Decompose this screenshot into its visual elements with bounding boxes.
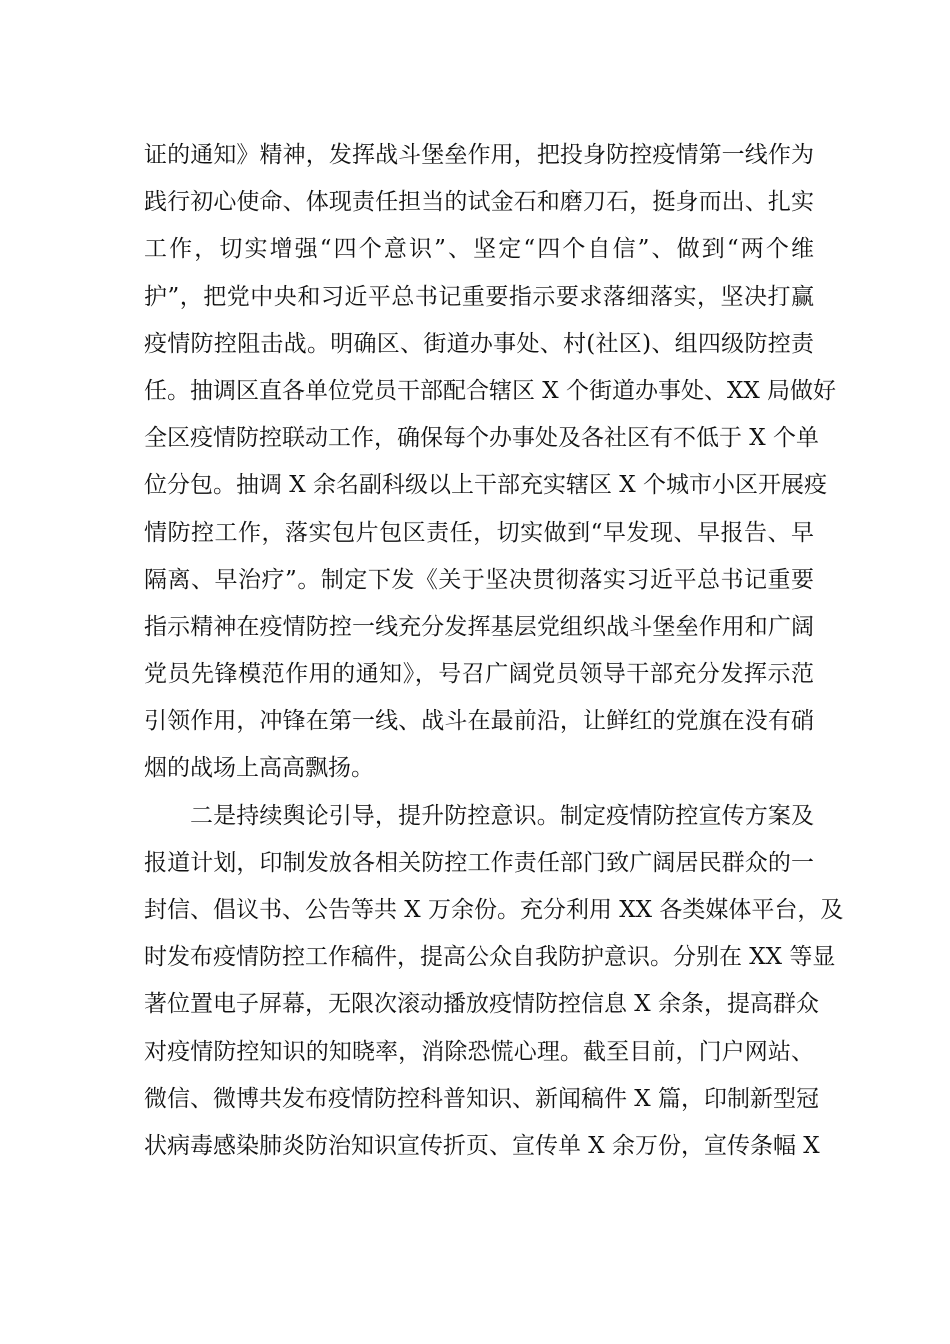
text-line: 党员先锋模范作用的通知》，号召广阔党员领导干部充分发挥示范 (144, 661, 814, 688)
text-line: 任。抽调区直各单位党员干部配合辖区 X 个街道办事处、XX 局做好 (144, 377, 837, 404)
text-line: 烟的战场上高高飘扬。 (144, 755, 374, 782)
text-line: 证的通知》精神，发挥战斗堡垒作用，把投身防控疫情第一线作为 (144, 142, 814, 168)
text-line: 封信、倡议书、公告等共 X 万余份。充分利用 XX 各类媒体平台，及 (144, 897, 844, 923)
text-line: 报道计划，印制发放各相关防控工作责任部门致广阔居民群众的一 (144, 849, 814, 876)
text-line: 状病毒感染肺炎防治知识宣传折页、宣传单 X 余万份，宣传条幅 X (144, 1132, 820, 1159)
text-line: 工作，切实增强“四个意识”、坚定“四个自信”、做到“两个维 (144, 236, 814, 263)
text-line: 著位置电子屏幕，无限次滚动播放疫情防控信息 X 余条，提高群众 (144, 991, 819, 1018)
text-line: 隔离、早治疗”。制定下发《关于坚决贯彻落实习近平总书记重要 (144, 566, 814, 593)
text-line: 微信、微博共发布疫情防控科普知识、新闻稿件 X 篇，印制新型冠 (144, 1085, 819, 1112)
text-line: 对疫情防控知识的知晓率，消除恐慌心理。截至目前，门户网站、 (144, 1038, 814, 1065)
text-line: 践行初心使命、体现责任担当的试金石和磨刀石，挺身而出、扎实 (144, 189, 814, 216)
text-line: 全区疫情防控联动工作，确保每个办事处及各社区有不低于 X 个单 (144, 425, 819, 452)
body-text (144, 132, 844, 1170)
text-line: 指示精神在疫情防控一线充分发挥基层党组织战斗堡垒作用和广阔 (144, 613, 814, 640)
text-line: 情防控工作，落实包片包区责任，切实做到“早发现、早报告、早 (144, 519, 814, 546)
text-line: 护”，把党中央和习近平总书记重要指示要求落细落实，坚决打赢 (144, 283, 814, 310)
text-line: 引领作用，冲锋在第一线、战斗在最前沿，让鲜红的党旗在没有硝 (144, 708, 814, 735)
text-line: 疫情防控阻击战。明确区、街道办事处、村(社区)、组四级防控责 (144, 330, 814, 357)
text-line: 位分包。抽调 X 余名副科级以上干部充实辖区 X 个城市小区开展疫 (144, 472, 827, 499)
text-line: 时发布疫情防控工作稿件，提高公众自我防护意识。分别在 XX 等显 (144, 944, 836, 971)
paragraph-first-line: 二是持续舆论引导，提升防控意识。制定疫情防控宣传方案及 (190, 802, 814, 829)
